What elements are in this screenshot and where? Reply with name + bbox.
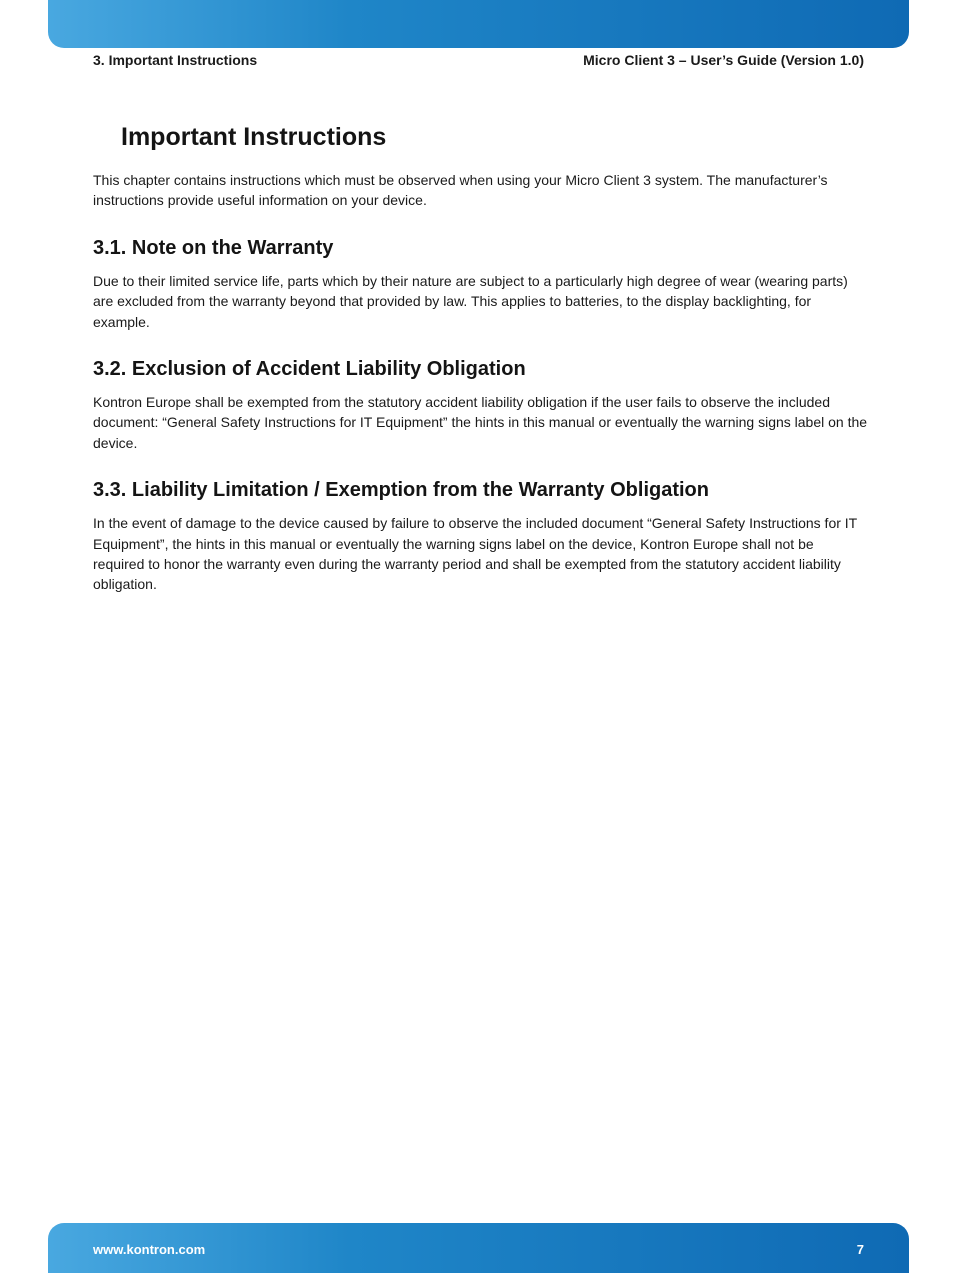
- section-body-accident-liability: Kontron Europe shall be exempted from the statutory accident liability obligation if the user fails to observe the included document: “General Safety Instructions for IT Equipment” the hints in this manual or eventually the warning signs label on the device.: [93, 394, 868, 451]
- section-heading-accident-liability: 3.2. Exclusion of Accident Liability Obligation: [93, 358, 526, 381]
- header-bar: [48, 0, 909, 48]
- page-content: [93, 120, 868, 619]
- section-body-liability-limitation: In the event of damage to the device caused by failure to observe the included document “General Safety Instructions for IT Equipment”, the hints in this manual or eventually the warning signs label on the device, Kontron Europe shall not be required to honor the warranty even during the warranty period and shall be exempted from the statutory accident liability obligation.: [93, 515, 857, 593]
- page-number: 7: [856, 1242, 864, 1257]
- footer-url-link[interactable]: www.kontron.com: [93, 1242, 206, 1257]
- section-heading-liability-limitation: 3.3. Liability Limitation / Exemption from the Warranty Obligation: [93, 479, 709, 502]
- page-title: Important Instructions: [121, 123, 387, 151]
- intro-paragraph: This chapter contains instructions which must be observed when using your Micro Client 3 system. The manufacturer’s instructions provide useful information on your device.: [93, 172, 828, 209]
- running-header: [93, 51, 864, 69]
- header-guide-title: Micro Client 3 – User’s Guide (Version 1.0): [583, 52, 864, 68]
- header-chapter: 3. Important Instructions: [93, 52, 258, 68]
- section-body-warranty: Due to their limited service life, parts which by their nature are subject to a particularly high degree of wear (wearing parts) are excluded from the warranty beyond that provided by law. This applies to batteries, to the display backlighting, for example.: [93, 272, 848, 330]
- section-heading-warranty: 3.1. Note on the Warranty: [93, 236, 334, 259]
